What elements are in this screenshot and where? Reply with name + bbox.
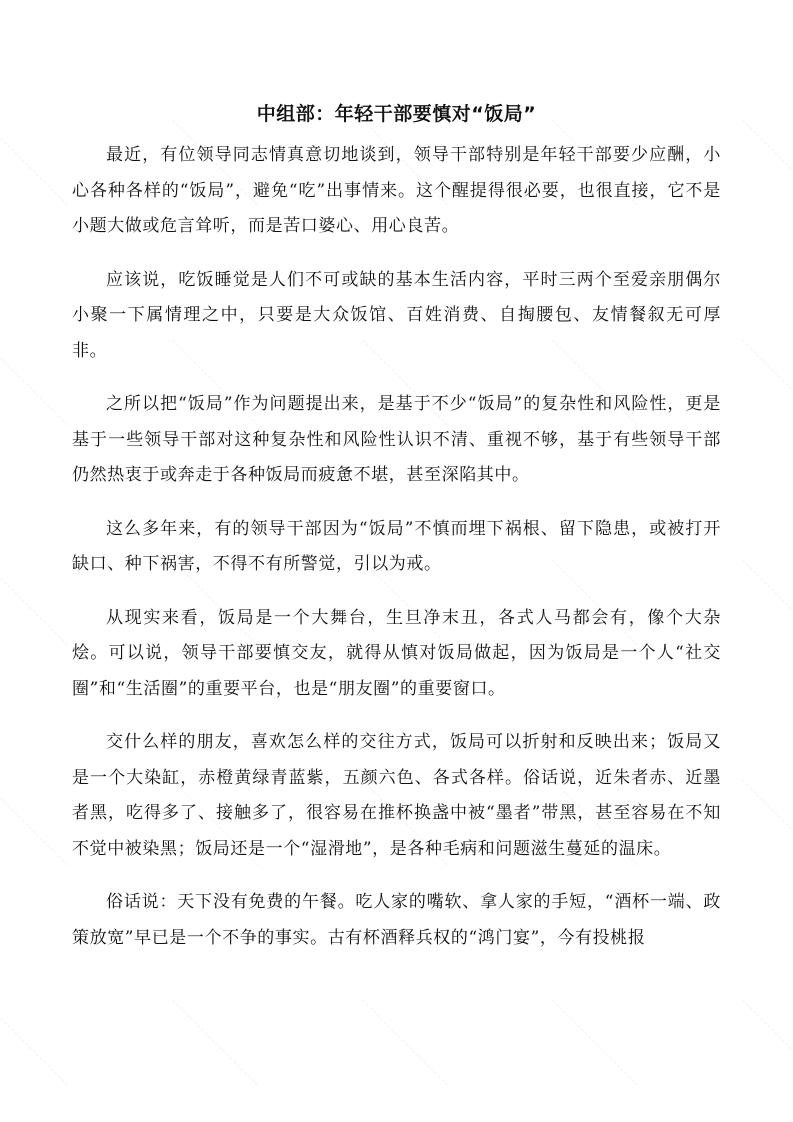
- paragraph-4: 这么多年来，有的领导干部因为“饭局”不慎而埋下祸根、留下隐患，或被打开缺口、种下祸害，不得不有所警觉，引以为戒。: [72, 518, 721, 574]
- watermark-mark: [162, 1000, 257, 1095]
- paragraph-1: 最近，有位领导同志情真意切地谈到，领导干部特别是年轻干部要少应酬，小心各种各样的“饭局”，避免“吃”出事情来。这个醒提得很必要，也很直接，它不是小题大做或危言耸听，而是苦口婆心、用心良苦。: [72, 145, 721, 236]
- watermark-mark: [0, 560, 68, 655]
- watermark-mark: [732, 780, 793, 875]
- watermark-mark: [542, 1000, 637, 1095]
- watermark-mark: [0, 340, 68, 435]
- paragraph-6: 交什么样的朋友，喜欢怎么样的交往方式，饭局可以折射和反映出来；饭局又是一个大染缸，赤橙黄绿青蓝紫，五颜六色、各式各样。俗话说，近朱者赤、近墨者黑，吃得多了、接触多了，很容易在推杯换盏中被“墨者”带黑，甚至容易在不知不觉中被染黑；饭局还是一个“湿滑地”，是各种毛病和问题滋生蔓延的温床。: [72, 732, 721, 859]
- watermark-mark: [0, 780, 68, 875]
- paragraph-2: 应该说，吃饭睡觉是人们不可或缺的基本生活内容，平时三两个至爱亲朋偶尔小聚一下属情理之中，只要是大众饭馆、百姓消费、自掏腰包、友情餐叙无可厚非。: [72, 269, 721, 361]
- watermark-mark: [732, 1000, 793, 1095]
- paragraph-3: 之所以把“饭局”作为问题提出来，是基于不少“饭局”的复杂性和风险性，更是基于一些领导干部对这种复杂性和风险性认识不清、重视不够，基于有些领导干部仍然热衷于或奔走于各种饭局而疲惫不堪，甚至深陷其中。: [72, 394, 721, 485]
- paragraph-5: 从现实来看，饭局是一个大舞台，生旦净末丑，各式人马都会有，像个大杂烩。可以说，领导干部要慎交友，就得从慎对饭局做起，因为饭局是一个人“社交圈”和“生活圈”的重要平台，也是“朋友圈”的重要窗口。: [72, 607, 721, 699]
- watermark-mark: [732, 560, 793, 655]
- watermark-mark: [732, 120, 793, 215]
- watermark-mark: [0, 120, 68, 215]
- watermark-mark: [352, 1000, 447, 1095]
- watermark-mark: [732, 340, 793, 435]
- watermark-mark: [0, 1000, 68, 1095]
- paragraph-7: 俗话说：天下没有免费的午餐。吃人家的嘴软、拿人家的手短，“酒杯一端、政策放宽”早已是一个不争的事实。古有杯酒释兵权的“鸿门宴”，今有投桃报: [72, 892, 721, 948]
- document-title: 中组部：年轻干部要慎对“饭局”: [256, 103, 537, 125]
